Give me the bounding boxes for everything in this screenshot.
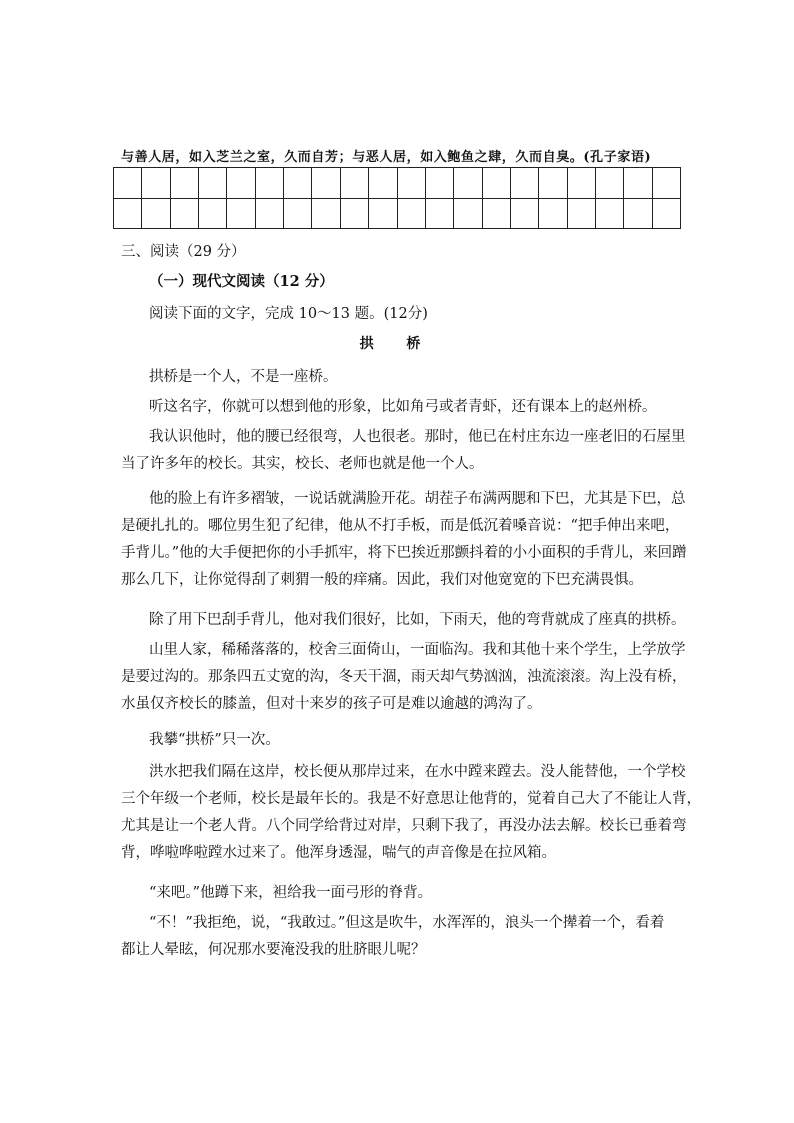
paragraph bbox=[121, 727, 681, 754]
paragraph bbox=[121, 424, 686, 478]
paragraph bbox=[121, 364, 681, 391]
grid-cell[interactable] bbox=[624, 168, 652, 199]
grid-cell[interactable] bbox=[341, 168, 369, 199]
grid-cell[interactable] bbox=[568, 199, 596, 230]
grid-cell[interactable] bbox=[142, 199, 170, 230]
paragraph-line: 是要过沟的。那条四五丈宽的沟，冬天干涸，雨天却气势汹汹，浊流滚滚。沟上没有桥， bbox=[121, 669, 687, 685]
grid-cell[interactable] bbox=[312, 168, 340, 199]
grid-cell[interactable] bbox=[653, 168, 681, 199]
paragraph-line: 尤其是让一个老人背。八个同学给背过对岸，只剩下我了，再没办法去解。校长已垂着弯 bbox=[121, 818, 687, 834]
paragraph-line: 水虽仅齐校长的膝盖，但对十来岁的孩子可是难以逾越的鸿沟了。 bbox=[121, 696, 542, 712]
grid-cell[interactable] bbox=[114, 199, 142, 230]
quote-text: 与善人居，如入芝兰之室，久而自芳；与恶人居，如入鲍鱼之肆，久而自臭。(孔子家语) bbox=[121, 150, 652, 165]
paragraph-line: 那么几下，让你觉得刮了刺猬一般的痒痛。因此，我们对他宽宽的下巴充满畏惧。 bbox=[121, 572, 643, 588]
section-title: 三、阅读（29 分） bbox=[121, 244, 246, 260]
grid-cell[interactable] bbox=[483, 168, 511, 199]
paragraph-line: “不！”我拒绝，说，“我敢过。”但这是吹牛，水浑浑的，浪头一个撵着一个，看着 bbox=[149, 915, 665, 931]
grid-cell[interactable] bbox=[199, 199, 227, 230]
paragraph-line: 山里人家，稀稀落落的，校舍三面倚山，一面临沟。我和其他十来个学生，上学放学 bbox=[149, 642, 686, 658]
paragraph bbox=[121, 759, 701, 867]
subsection-title: （一）现代文阅读（12 分） bbox=[149, 273, 334, 290]
paragraph-line: 手背儿。”他的大手便把你的小手抓牢，将下巴挨近那颤抖着的小小面积的手背儿，来回蹭 bbox=[121, 545, 687, 561]
grid-cell[interactable] bbox=[568, 168, 596, 199]
grid-cell[interactable] bbox=[483, 199, 511, 230]
grid-cell[interactable] bbox=[596, 168, 624, 199]
grid-cell[interactable] bbox=[596, 199, 624, 230]
grid-cell[interactable] bbox=[426, 199, 454, 230]
grid-cell[interactable] bbox=[341, 199, 369, 230]
grid-cell[interactable] bbox=[171, 168, 199, 199]
grid-cell[interactable] bbox=[398, 199, 426, 230]
grid-cell[interactable] bbox=[114, 168, 142, 199]
paragraph bbox=[121, 394, 681, 421]
grid-cell[interactable] bbox=[511, 199, 539, 230]
grid-cell[interactable] bbox=[227, 168, 255, 199]
paragraph-line: 拱桥是一个人，不是一座桥。 bbox=[149, 369, 338, 385]
paragraph-line: 三个年级一个老师，校长是最年长的。我是不好意思让他背的，觉着自己大了不能让人背， bbox=[121, 791, 701, 807]
paragraph-line: 听这名字，你就可以想到他的形象，比如角弓或者青虾，还有课本上的赵州桥。 bbox=[149, 399, 657, 415]
paragraph bbox=[121, 637, 687, 718]
grid-cell[interactable] bbox=[284, 199, 312, 230]
grid-cell[interactable] bbox=[653, 199, 681, 230]
paragraph-line: 除了用下巴刮手背儿，他对我们很好，比如，下雨天，他的弯背就成了座真的拱桥。 bbox=[149, 612, 686, 628]
grid-cell[interactable] bbox=[511, 168, 539, 199]
paragraph-line: 当了许多年的校长。其实，校长、老师也就是他一个人。 bbox=[121, 456, 484, 472]
grid-cell[interactable] bbox=[142, 168, 170, 199]
grid-cell[interactable] bbox=[426, 168, 454, 199]
grid-cell[interactable] bbox=[256, 168, 284, 199]
paragraph bbox=[121, 607, 686, 634]
grid-cell[interactable] bbox=[171, 199, 199, 230]
grid-cell[interactable] bbox=[227, 199, 255, 230]
grid-cell[interactable] bbox=[539, 199, 567, 230]
grid-cell[interactable] bbox=[539, 168, 567, 199]
paragraph-line: 他的脸上有许多褶皱，一说话就满脸开花。胡茬子布满两腮和下巴，尤其是下巴，总 bbox=[149, 491, 686, 507]
paragraph-line: 我认识他时，他的腰已经很弯，人也很老。那时，他已在村庄东边一座老旧的石屋里 bbox=[149, 429, 686, 445]
grid-cell[interactable] bbox=[369, 168, 397, 199]
paragraph-line: 是硬扎扎的。哪位男生犯了纪律，他从不打手板，而是低沉着嗓音说：“把手伸出来吧， bbox=[121, 518, 680, 534]
writing-grid bbox=[113, 167, 681, 229]
grid-cell[interactable] bbox=[369, 199, 397, 230]
grid-cell[interactable] bbox=[398, 168, 426, 199]
grid-cell[interactable] bbox=[312, 199, 340, 230]
paragraph bbox=[121, 910, 681, 964]
article-title: 拱 桥 bbox=[359, 336, 435, 352]
paragraph bbox=[121, 486, 687, 594]
paragraph-line: 背，哗啦哗啦蹚水过来了。他浑身透湿，喘气的声音像是在拉风箱。 bbox=[121, 845, 556, 861]
paragraph-line: 我攀“拱桥”只一次。 bbox=[149, 732, 280, 748]
grid-cell[interactable] bbox=[256, 199, 284, 230]
grid-cell[interactable] bbox=[284, 168, 312, 199]
grid-cell[interactable] bbox=[624, 199, 652, 230]
paragraph-line: “来吧。”他蹲下来，袒给我一面弓形的脊背。 bbox=[149, 885, 433, 901]
grid-cell[interactable] bbox=[454, 168, 482, 199]
grid-cell[interactable] bbox=[199, 168, 227, 199]
paragraph bbox=[121, 880, 681, 907]
instruction-text: 阅读下面的文字，完成 10～13 题。(12分) bbox=[149, 306, 428, 322]
paragraph-line: 都让人晕眩，何况那水要淹没我的肚脐眼儿呢？ bbox=[121, 942, 426, 958]
grid-cell[interactable] bbox=[454, 199, 482, 230]
paragraph-line: 洪水把我们隔在这岸，校长便从那岸过来，在水中蹚来蹚去。没人能替他，一个学校 bbox=[149, 764, 686, 780]
